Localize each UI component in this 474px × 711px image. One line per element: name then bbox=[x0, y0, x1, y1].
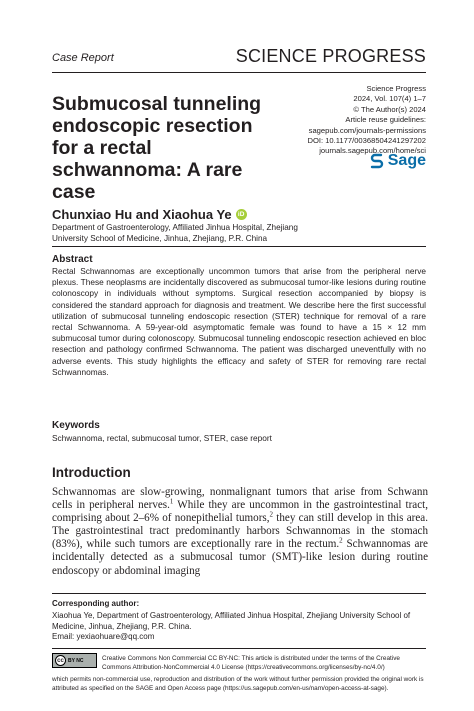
cc-icon: cc bbox=[55, 655, 66, 666]
intro-sentence: Schwannomas are incidentally detected as a submucosal tumor (SMT)-like lesion during routine endoscopy or abdominal imaging bbox=[52, 538, 428, 577]
intro-sentence: While they are uncommon in the gastrointestinal tract, comprising about 2–6% of nonepithelial tumors, bbox=[52, 499, 428, 525]
keywords-heading: Keywords bbox=[52, 420, 100, 431]
introduction-heading: Introduction bbox=[52, 465, 131, 480]
journal-brand: SCIENCE PROGRESS bbox=[235, 46, 426, 66]
abstract-text: Rectal Schwannomas are exceptionally uncommon tumors that arise from the peripheral nerve plexus. These neoplasms are incidentally discovered as submucosal tumor-like lesions during routine colonoscopy in individuals without symptoms. Surgical resection accompanied by biopsy is considered the standard approach for diagnosis and treatment. We describe here the first successful utilization of submucosal tunneling endoscopic resection (STER) technique for removal of a rare rectal Schwannoma. A 59-year-old asymptomatic female was found to have a 15 × 12 mm submucosal tumor during colonoscopy. Submucosal tunneling endoscopic resection achieved en bloc resection and pathology confirmed Schwannoma. The patient was discharged uneventfully with no adverse events. This study highlights the efficacy and safety of STER for removing rare rectal Schwannomas. bbox=[52, 266, 426, 377]
author-names: Chunxiao Hu and Xiaohua Ye bbox=[52, 207, 232, 222]
introduction-text bbox=[52, 486, 428, 578]
license-rule bbox=[52, 648, 426, 649]
cc-license-badge[interactable] bbox=[52, 653, 97, 668]
keywords-text: Schwannoma, rectal, submucosal tumor, STER, case report bbox=[52, 433, 272, 443]
abstract-rule bbox=[52, 246, 426, 247]
intro-sentence: they can still develop in this area. The gastrointestinal tract predominantly harbors Schwannomas in the stomach (83%), while such tumors are exceptionally rare in the rectum. bbox=[52, 512, 429, 551]
corresponding-heading: Corresponding author: bbox=[52, 599, 140, 608]
citation-ref[interactable]: 2 bbox=[339, 536, 343, 545]
reuse-link[interactable]: sagepub.com/journals-permissions bbox=[308, 125, 426, 135]
publisher-logo bbox=[370, 152, 426, 170]
journal-volume: 2024, Vol. 107(4) 1–7 bbox=[353, 94, 426, 104]
cc-badge-label: BY NC bbox=[68, 657, 84, 664]
journal-name: Science Progress bbox=[366, 84, 426, 93]
affiliation: Department of Gastroenterology, Affiliated Jinhua Hospital, Zhejiang University School of Medicine, Jinhua, Zhejiang, P.R. China bbox=[52, 223, 298, 243]
license-text-continued: which permits non-commercial use, reproduction and distribution of the work without further permission provided the original work is attributed as specified on the SAGE and Open Access page (https://us.sagepub.com/en-us/nam/open-access-at-sage). bbox=[52, 676, 424, 693]
sage-logo-icon bbox=[370, 153, 384, 169]
citation-ref[interactable]: 2 bbox=[269, 510, 274, 519]
license-text: Creative Commons Non Commercial CC BY-NC: This article is distributed under the terms of the Creative Commons Attribution-NonCommercial 4.0 License (https://creativecommons.org/licenses/by-nc/4.0/) bbox=[102, 655, 400, 672]
copyright: © The Author(s) 2024 bbox=[353, 104, 426, 114]
author-line bbox=[52, 207, 247, 222]
header-rule bbox=[52, 72, 426, 73]
journal-meta bbox=[266, 84, 426, 157]
corresponding-details bbox=[52, 611, 426, 643]
citation-ref[interactable]: 1 bbox=[169, 497, 174, 506]
orcid-icon[interactable]: iD bbox=[236, 209, 247, 220]
paper-title: Submucosal tunneling endoscopic resection for a rectal schwannoma: A rare case bbox=[52, 93, 262, 203]
corresponding-email[interactable]: Email: yexiaohuare@qq.com bbox=[52, 632, 155, 642]
intro-sentence: Schwannomas are slow-growing, nonmalignant tumors that arise from Schwann cells in peripheral nerves. bbox=[52, 486, 428, 512]
doi[interactable]: DOI: 10.1177/00368504241297202 bbox=[307, 136, 426, 146]
publisher-name: Sage bbox=[387, 152, 426, 169]
journal-url[interactable]: journals.sagepub.com/home/sci bbox=[319, 146, 426, 156]
article-type: Case Report bbox=[52, 52, 114, 64]
abstract-heading: Abstract bbox=[52, 254, 93, 265]
corresponding-rule bbox=[52, 593, 426, 594]
reuse-label: Article reuse guidelines: bbox=[345, 115, 426, 125]
corresponding-address: Xiaohua Ye, Department of Gastroenterology, Affiliated Jinhua Hospital, Zhejiang University School of Medicine, Jinhua, Zhejiang, P.R. China. bbox=[52, 611, 411, 631]
